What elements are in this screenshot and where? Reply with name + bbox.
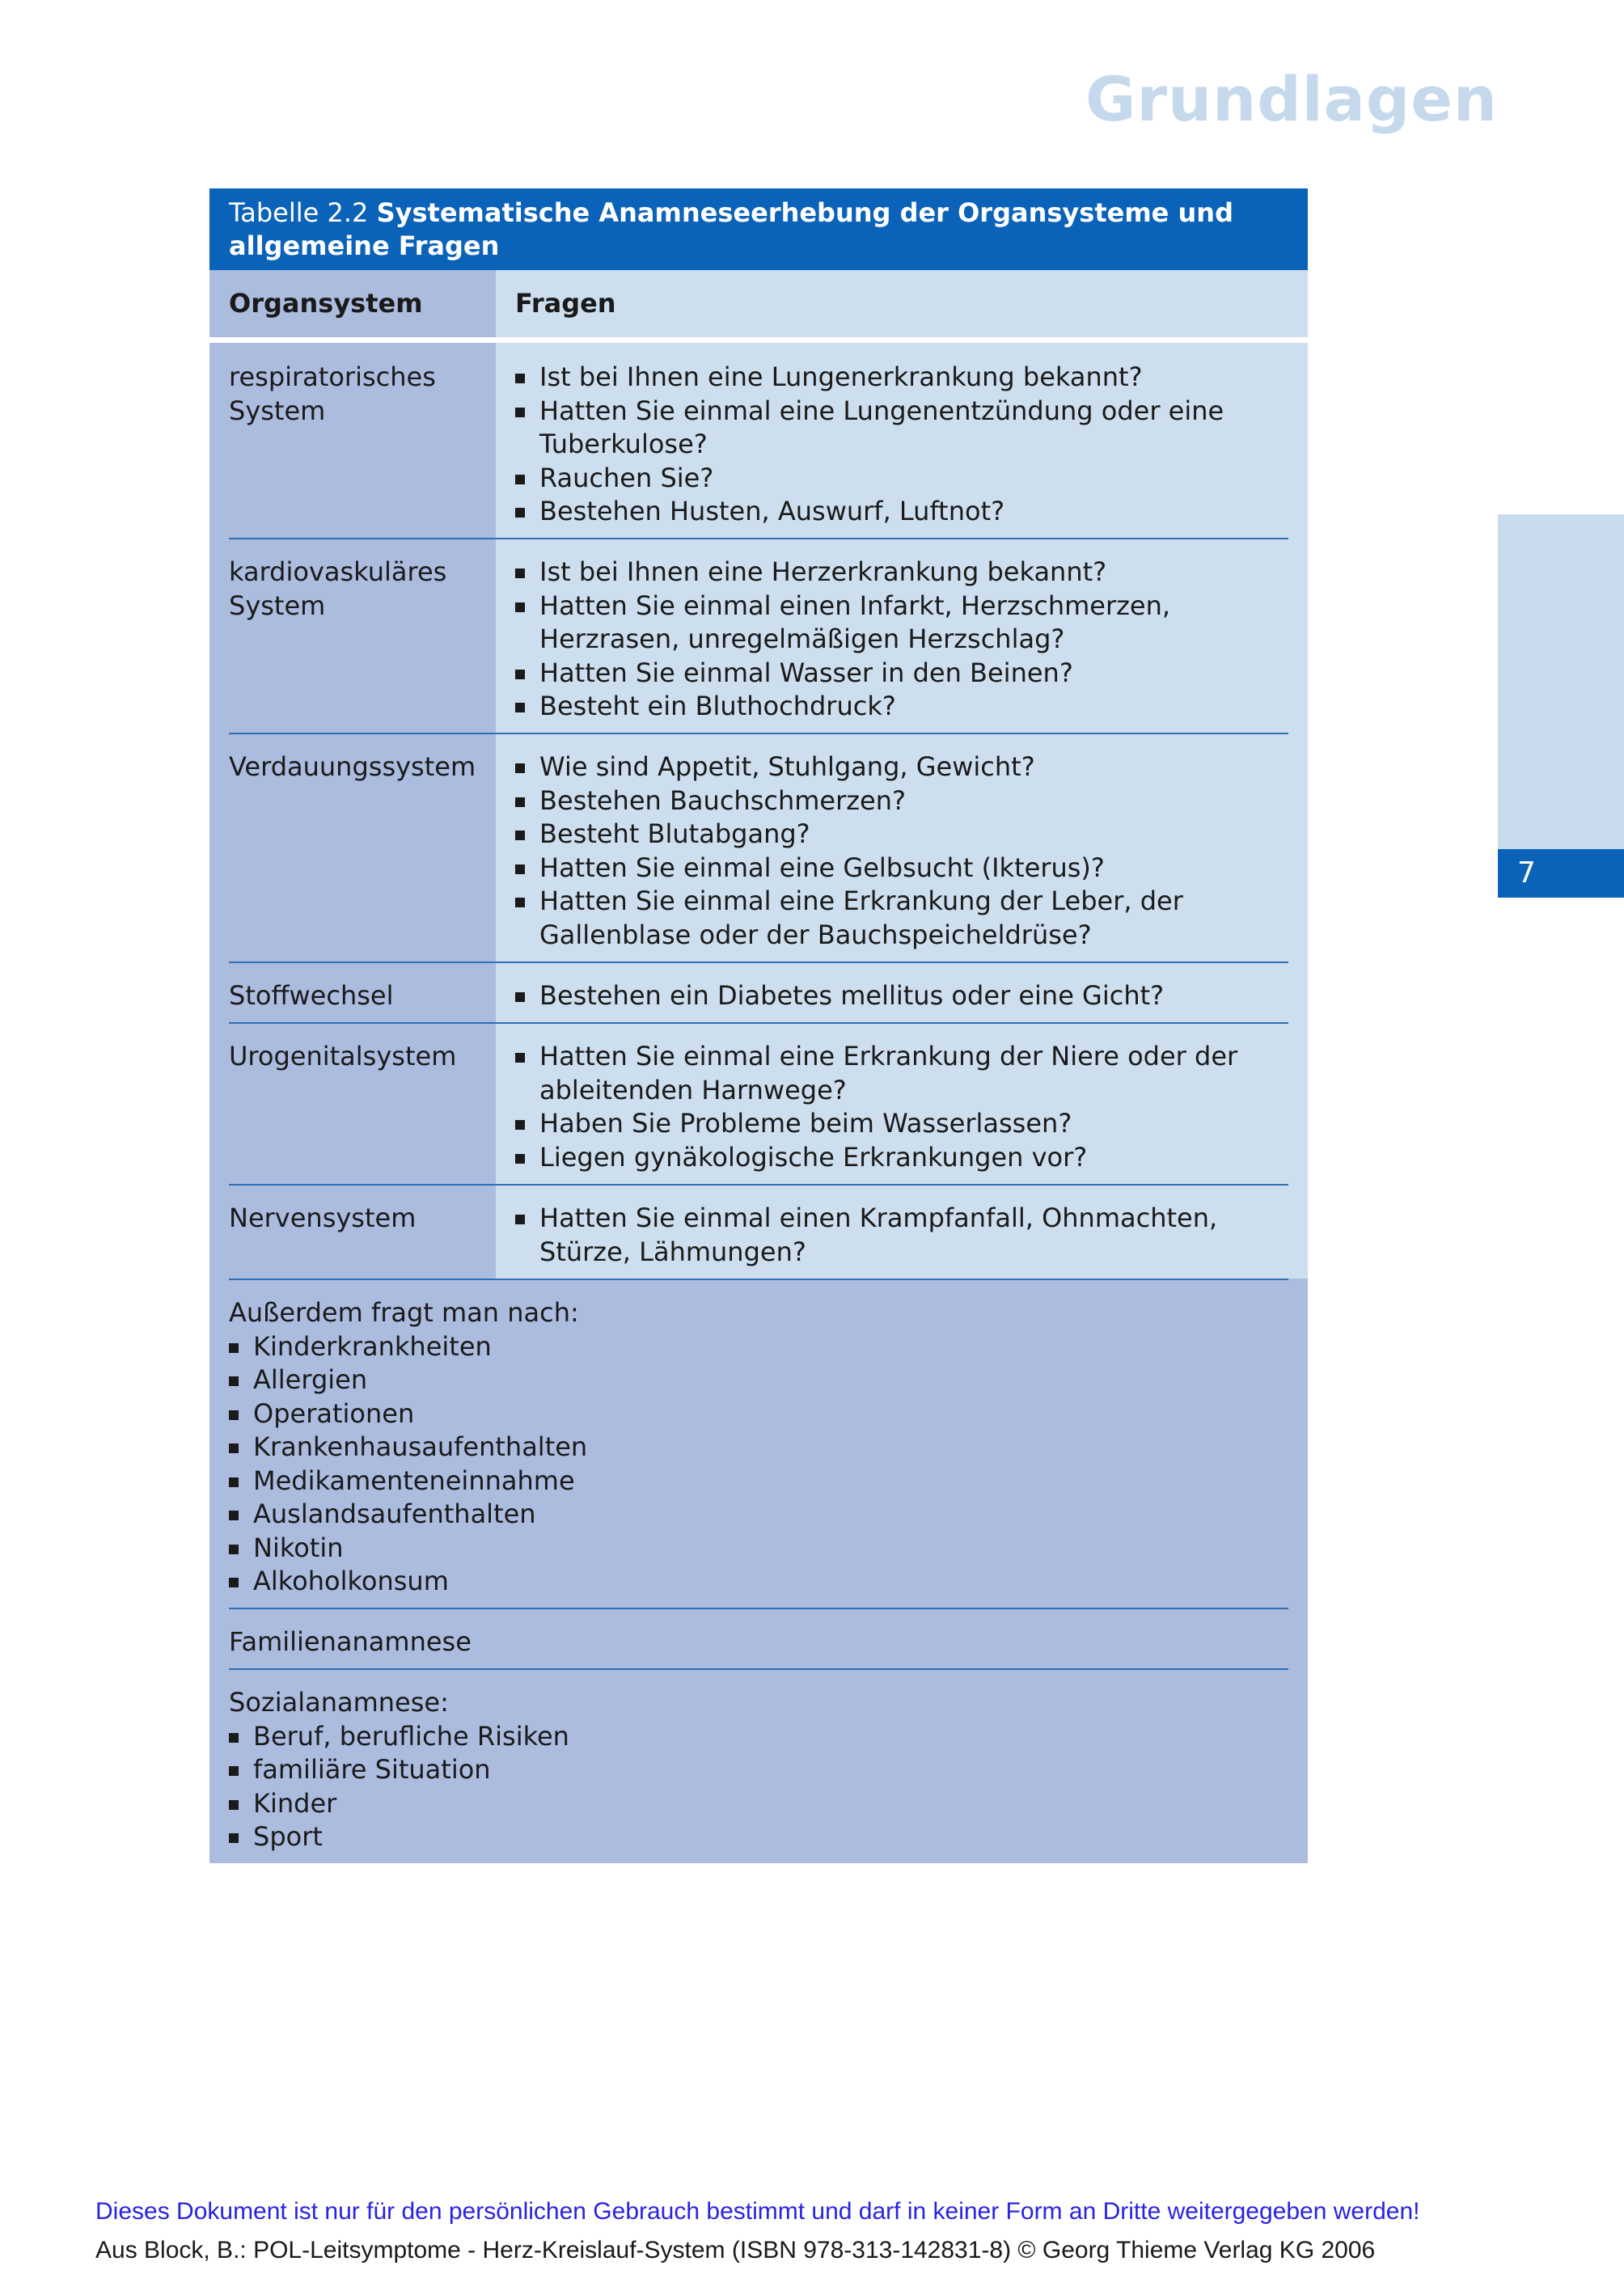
additional-intro: Außerdem fragt man nach: xyxy=(229,1297,579,1328)
row-separator xyxy=(229,1608,1288,1609)
question-item: Bestehen Bauchschmerzen? xyxy=(515,784,1288,818)
organ-system-cell: Nervensystem xyxy=(209,1184,496,1279)
question-item: Bestehen Husten, Auswurf, Luftnot? xyxy=(515,495,1288,529)
additional-questions-section xyxy=(209,1279,1308,1608)
table-row xyxy=(209,962,1308,1022)
row-separator xyxy=(229,1668,1288,1670)
organ-system-cell: Verdauungssystem xyxy=(209,733,496,962)
additional-item: Alkoholkonsum xyxy=(229,1565,1288,1599)
table-caption xyxy=(209,188,1308,270)
organ-system-cell: Stoffwechsel xyxy=(209,962,496,1022)
question-item: Wie sind Appetit, Stuhlgang, Gewicht? xyxy=(515,750,1288,784)
question-item: Hatten Sie einmal einen Infarkt, Herzschmerzen, Herzrasen, unregelmäßigen Herzschlag? xyxy=(515,590,1288,657)
table-body xyxy=(209,343,1308,1863)
social-history-intro: Sozialanamnese: xyxy=(229,1687,449,1718)
question-item: Ist bei Ihnen eine Herzerkrankung bekannt? xyxy=(515,556,1288,590)
additional-item: Medikamenteneinnahme xyxy=(229,1465,1288,1498)
social-item: Beruf, berufliche Risiken xyxy=(229,1720,1288,1754)
table-caption-title: Systematische Anamneseerhebung der Organsysteme und allgemeine Fragen xyxy=(229,197,1233,261)
additional-item: Kinderkrankheiten xyxy=(229,1330,1288,1364)
questions-cell xyxy=(496,1184,1308,1279)
footer-notice: Dieses Dokument ist nur für den persönlichen Gebrauch bestimmt und darf in keiner Form an Dritte weitergegeben werden! xyxy=(95,2198,1420,2225)
additional-item: Krankenhausaufenthalten xyxy=(229,1431,1288,1465)
social-history-section xyxy=(209,1668,1308,1863)
table-row xyxy=(209,343,1308,538)
table-row xyxy=(209,538,1308,733)
additional-item: Nikotin xyxy=(229,1532,1288,1566)
question-item: Rauchen Sie? xyxy=(515,462,1288,496)
footer-citation: Aus Block, B.: POL-Leitsymptome - Herz-Kreislauf-System (ISBN 978-313-142831-8) © Georg Thieme Verlag KG 2006 xyxy=(95,2237,1376,2264)
question-item: Haben Sie Probleme beim Wasserlassen? xyxy=(515,1107,1288,1141)
question-item: Ist bei Ihnen eine Lungenerkrankung bekannt? xyxy=(515,361,1288,395)
questions-cell xyxy=(496,962,1308,1022)
questions-cell xyxy=(496,733,1308,962)
question-item: Hatten Sie einmal eine Lungenentzündung oder eine Tuberkulose? xyxy=(515,395,1288,462)
social-item: Sport xyxy=(229,1820,1288,1854)
question-item: Liegen gynäkologische Erkrankungen vor? xyxy=(515,1141,1288,1175)
column-header-organsystem: Organsystem xyxy=(209,270,496,337)
question-item: Hatten Sie einmal einen Krampfanfall, Ohnmachten, Stürze, Lähmungen? xyxy=(515,1202,1288,1269)
question-item: Hatten Sie einmal Wasser in den Beinen? xyxy=(515,657,1288,691)
family-history-section xyxy=(209,1608,1308,1668)
row-separator xyxy=(229,1022,1288,1024)
additional-item: Allergien xyxy=(229,1363,1288,1397)
question-item: Besteht ein Bluthochdruck? xyxy=(515,690,1288,724)
additional-item: Auslandsaufenthalten xyxy=(229,1498,1288,1532)
row-separator xyxy=(229,962,1288,963)
table-header-row xyxy=(209,270,1308,337)
row-separator xyxy=(229,1279,1288,1280)
table-row xyxy=(209,1022,1308,1184)
questions-cell xyxy=(496,343,1308,538)
table-row xyxy=(209,1184,1308,1279)
question-item: Besteht Blutabgang? xyxy=(515,818,1288,852)
questions-cell xyxy=(496,1022,1308,1184)
question-item: Hatten Sie einmal eine Erkrankung der Leber, der Gallenblase oder der Bauchspeicheldrüse? xyxy=(515,885,1288,952)
organ-system-cell: Urogenitalsystem xyxy=(209,1022,496,1184)
social-item: familiäre Situation xyxy=(229,1753,1288,1787)
additional-item: Operationen xyxy=(229,1397,1288,1431)
chapter-title: Grundlagen xyxy=(1085,63,1498,135)
organ-system-cell: kardiovaskuläres System xyxy=(209,538,496,733)
chapter-number: 7 xyxy=(1498,849,1624,898)
question-item: Hatten Sie einmal eine Erkrankung der Niere oder der ableitenden Harnwege? xyxy=(515,1040,1288,1107)
organ-system-cell: respiratorisches System xyxy=(209,343,496,538)
row-separator xyxy=(229,733,1288,734)
row-separator xyxy=(229,1184,1288,1186)
social-item: Kinder xyxy=(229,1787,1288,1821)
questions-cell xyxy=(496,538,1308,733)
family-history-label: Familienanamnese xyxy=(229,1626,472,1657)
anamnesis-table xyxy=(209,188,1308,1863)
question-item: Hatten Sie einmal eine Gelbsucht (Ikterus)? xyxy=(515,852,1288,886)
table-row xyxy=(209,733,1308,962)
table-caption-prefix: Tabelle 2.2 xyxy=(229,197,369,228)
column-header-fragen: Fragen xyxy=(496,270,1308,337)
question-item: Bestehen ein Diabetes mellitus oder eine Gicht? xyxy=(515,979,1288,1013)
chapter-side-tab xyxy=(1498,514,1624,849)
row-separator xyxy=(229,538,1288,539)
